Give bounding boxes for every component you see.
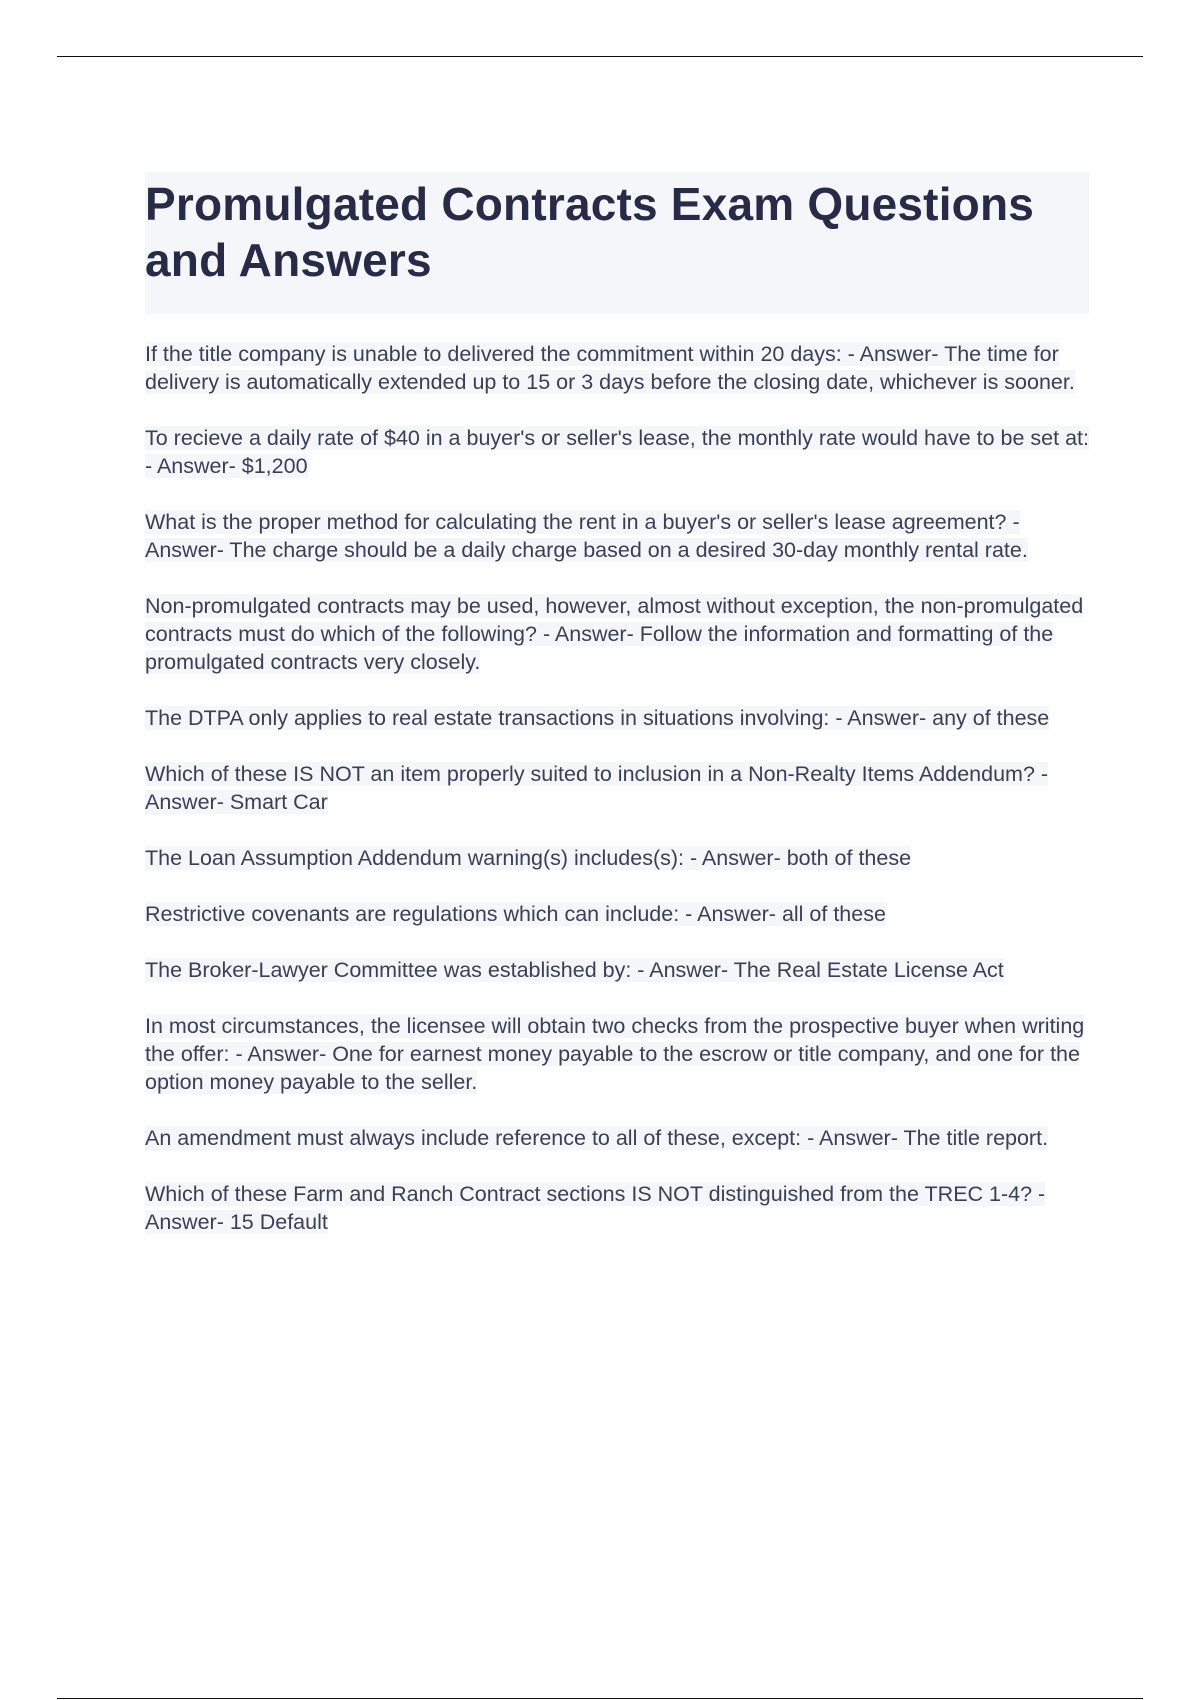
qa-item <box>145 1012 1089 1096</box>
qa-item <box>145 1124 1089 1152</box>
qa-text: To recieve a daily rate of $40 in a buyer's or seller's lease, the monthly rate would have to be set at: - Answer- $1,200 <box>145 426 1089 478</box>
qa-item <box>145 1180 1089 1236</box>
qa-item <box>145 844 1089 872</box>
top-rule <box>57 56 1143 57</box>
qa-text: In most circumstances, the licensee will obtain two checks from the prospective buyer when writing the offer: - Answer- One for earnest money payable to the escrow or title company, and one for the option money payable to the seller. <box>145 1014 1085 1094</box>
qa-item <box>145 424 1089 480</box>
qa-item <box>145 704 1089 732</box>
document-body <box>145 172 1089 1264</box>
qa-text: The DTPA only applies to real estate transactions in situations involving: - Answer- any of these <box>145 706 1050 730</box>
title-block <box>145 172 1089 314</box>
qa-text: The Broker-Lawyer Committee was established by: - Answer- The Real Estate License Act <box>145 958 1004 982</box>
qa-list <box>145 340 1089 1236</box>
qa-text: The Loan Assumption Addendum warning(s) includes(s): - Answer- both of these <box>145 846 912 870</box>
qa-text: If the title company is unable to delivered the commitment within 20 days: - Answer- The time for delivery is automatically extended up to 15 or 3 days before the closing date, whichever is sooner. <box>145 342 1075 394</box>
qa-text: Restrictive covenants are regulations which can include: - Answer- all of these <box>145 902 886 926</box>
qa-text: What is the proper method for calculating the rent in a buyer's or seller's lease agreement? - Answer- The charge should be a daily charge based on a desired 30-day monthly rental rate. <box>145 510 1028 562</box>
page-title: Promulgated Contracts Exam Questions and Answers <box>145 178 1035 286</box>
qa-text: Which of these Farm and Ranch Contract sections IS NOT distinguished from the TREC 1-4? - Answer- 15 Default <box>145 1182 1046 1234</box>
qa-item <box>145 592 1089 676</box>
qa-item <box>145 900 1089 928</box>
qa-text: Which of these IS NOT an item properly suited to inclusion in a Non-Realty Items Addendum? - Answer- Smart Car <box>145 762 1049 814</box>
qa-text: An amendment must always include reference to all of these, except: - Answer- The title report. <box>145 1126 1049 1150</box>
qa-text: Non-promulgated contracts may be used, however, almost without exception, the non-promulgated contracts must do which of the following? - Answer- Follow the information and formatting of the promulgated contracts very closely. <box>145 594 1084 674</box>
qa-item <box>145 760 1089 816</box>
bottom-rule <box>57 1698 1143 1699</box>
qa-item <box>145 340 1089 396</box>
qa-item <box>145 956 1089 984</box>
qa-item <box>145 508 1089 564</box>
